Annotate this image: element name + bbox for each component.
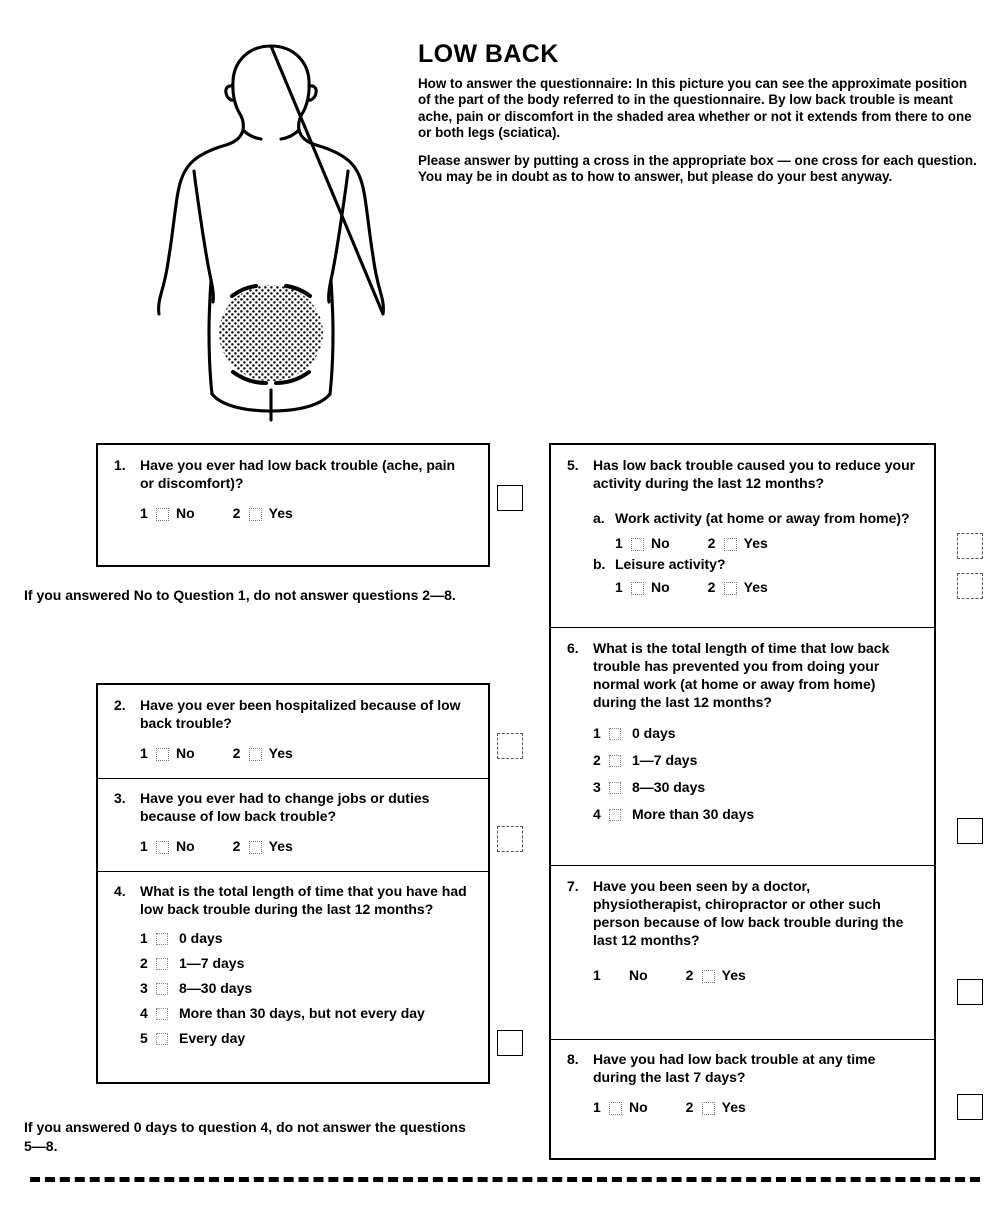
code-box-q3[interactable]: [497, 826, 523, 852]
q5a-answer-no-number: 1: [615, 535, 623, 551]
q4-option-2-checkbox[interactable]: [156, 958, 168, 970]
code-box-q1[interactable]: [497, 485, 523, 511]
q2-answer-no[interactable]: [140, 745, 195, 761]
question-7-number: 7.: [567, 878, 579, 894]
q7-text-a: Have you: [593, 878, 660, 894]
intro-paragraph-1-text: In this picture you can see the approximate position of the part of the body referred to in the questionnaire. By low back trouble is meant ache, pain or discomfort in the shaded area whether or not it extends from there to one or both legs (sciatica).: [418, 76, 972, 140]
q6-option-4[interactable]: [593, 806, 918, 822]
note-after-question-1: [24, 586, 474, 605]
q7-answer-no[interactable]: [593, 967, 648, 983]
question-5-number: 5.: [567, 457, 579, 473]
q6-option-3-label: 8—30 days: [632, 779, 706, 795]
q8-answer-no-label: No: [629, 1099, 648, 1115]
code-box-q6[interactable]: [957, 818, 983, 844]
code-box-q2[interactable]: [497, 733, 523, 759]
q4-option-4[interactable]: [140, 1005, 472, 1021]
q4-option-2[interactable]: [140, 955, 472, 971]
question-5b-letter: b.: [593, 556, 606, 572]
q5a-answer-no[interactable]: [615, 535, 670, 551]
q3-text-emphasis: ever: [206, 790, 235, 806]
q3-answer-no-checkbox[interactable]: [156, 841, 169, 854]
question-1-number: 1.: [114, 457, 126, 473]
q3-answer-yes-number: 2: [232, 838, 241, 854]
question-8-number: 8.: [567, 1051, 579, 1067]
q3-answer-yes[interactable]: [233, 838, 293, 854]
q8-text-emphasis: last 7 days?: [665, 1069, 746, 1085]
q7-answer-yes[interactable]: [686, 967, 746, 983]
q2-answer-yes[interactable]: [233, 745, 293, 761]
q5a-answer-no-checkbox[interactable]: [631, 538, 644, 551]
q6-text-a: What is the: [593, 640, 672, 656]
q5b-answer-yes[interactable]: [708, 579, 768, 595]
q4-option-1-number: 1: [140, 930, 148, 946]
question-4-body: [140, 882, 472, 918]
q3-answer-yes-label: Yes: [268, 838, 293, 854]
q4-option-1-label: 0 days: [179, 930, 223, 946]
question-3-body: [140, 789, 472, 825]
q5a-answer-yes-checkbox[interactable]: [724, 538, 737, 551]
q7-answer-yes-label: Yes: [721, 967, 746, 983]
questions-2-4-frame: [96, 683, 490, 1084]
q5a-answer-no-label: No: [651, 535, 670, 551]
question-8-text: [567, 1050, 918, 1086]
q4-option-4-checkbox[interactable]: [156, 1008, 168, 1020]
q2-answer-yes-checkbox[interactable]: [249, 748, 262, 761]
q7-text-emphasis: been seen: [659, 878, 728, 894]
q6-option-3[interactable]: [593, 779, 918, 795]
q3-text-c: because of low back trouble?: [140, 808, 337, 824]
q8-answer-yes-number: 2: [685, 1099, 694, 1115]
answer-spacer: [195, 505, 233, 521]
note-q4-text-b: to question 4, do not answer the questions 5—8.: [24, 1119, 466, 1154]
q5b-answer-no-checkbox[interactable]: [631, 582, 644, 595]
question-4-number: 4.: [114, 883, 126, 899]
intro-lead-label: How to answer the questionnaire:: [418, 76, 633, 91]
q2-text-b: been hospitalized because of low back trouble?: [140, 697, 461, 731]
q8-text-a: Have you had low back trouble at any time during the: [593, 1051, 876, 1085]
question-3-number: 3.: [114, 790, 126, 806]
q6-text-b: length of time that low back trouble has: [593, 640, 890, 674]
q4-option-4-number: 4: [140, 1005, 148, 1021]
answer-spacer: [195, 745, 233, 761]
code-box-q5b[interactable]: [957, 573, 983, 599]
question-8-answers: [567, 1099, 918, 1115]
q4-option-5-checkbox[interactable]: [156, 1033, 168, 1045]
q6-text-c: you from doing your normal work (at home or away from home) during the: [593, 658, 880, 710]
q6-option-4-checkbox[interactable]: [609, 809, 621, 821]
q8-answer-yes-label: Yes: [721, 1099, 746, 1115]
q6-text-emphasis-3: last 12 months?: [665, 694, 772, 710]
note-after-question-4: [24, 1118, 474, 1155]
divider-q2-q3: [98, 778, 488, 779]
q1-answer-yes-label: Yes: [268, 505, 293, 521]
q2-answer-no-number: 1: [140, 745, 148, 761]
q5a-answer-yes-label: Yes: [743, 535, 768, 551]
q6-option-1-checkbox[interactable]: [609, 728, 621, 740]
q1-answer-yes-checkbox[interactable]: [249, 508, 262, 521]
q5b-answer-yes-label: Yes: [743, 579, 768, 595]
question-5a-body: Work activity (at home or away from home)?: [615, 510, 910, 526]
q1-answer-no-number: 1: [140, 505, 148, 521]
question-4-options: [114, 930, 472, 1046]
q4-text-a: What is the: [140, 883, 219, 899]
q7-text-b: by a doctor, physiotherapist, chiropractor or other such person because of low back trouble during the: [593, 878, 904, 930]
question-5-body: [593, 456, 918, 492]
question-6-body: [593, 639, 918, 711]
note-q1-text-a: If you answered: [24, 587, 134, 603]
low-back-body-diagram: [120, 28, 420, 428]
question-3-text: [114, 789, 472, 825]
q4-text-b: length of time that you have had low back trouble during the: [140, 883, 467, 917]
q3-text-emphasis-2: jobs or duties: [337, 790, 430, 806]
q5b-answer-no[interactable]: [615, 579, 670, 595]
note-q4-emphasis: 0 days: [133, 1119, 178, 1135]
q7-answer-yes-checkbox[interactable]: [702, 970, 715, 983]
q1-text-emphasis: ever: [206, 457, 235, 473]
q3-answer-no-number: 1: [140, 838, 148, 854]
q1-answer-yes-number: 2: [232, 505, 241, 521]
q2-text-emphasis: ever: [206, 697, 235, 713]
q8-answer-no-checkbox[interactable]: [609, 1102, 622, 1115]
note-q1-text-b: to Question 1, do not answer questions 2—8.: [152, 587, 456, 603]
q6-option-3-checkbox[interactable]: [609, 782, 621, 794]
q1-answer-yes[interactable]: [233, 505, 293, 521]
q4-option-4-label: More than 30 days, but not every day: [179, 1005, 425, 1021]
question-6-options: [567, 725, 918, 822]
question-2-answers: [114, 745, 472, 761]
question-1-answers: [114, 505, 472, 521]
q6-option-1[interactable]: [593, 725, 918, 741]
q4-option-5-label: Every day: [179, 1030, 246, 1046]
q4-option-2-number: 2: [140, 955, 148, 971]
q3-answer-yes-checkbox[interactable]: [249, 841, 262, 854]
question-4-text: [114, 882, 472, 918]
question-7-answers: [567, 967, 918, 983]
q8-answer-no-number: 1: [593, 1099, 601, 1115]
answer-spacer: [670, 535, 708, 551]
q7-answer-no-label: No: [629, 967, 648, 983]
question-1-frame: [96, 443, 490, 567]
divider-q7-q8: [551, 1039, 934, 1040]
q4-text-emphasis: total: [218, 883, 249, 899]
q7-answer-no-checkbox[interactable]: [609, 970, 622, 983]
q5b-answer-yes-checkbox[interactable]: [724, 582, 737, 595]
q4-option-3-checkbox[interactable]: [156, 983, 168, 995]
q4-option-3-label: 8—30 days: [179, 980, 253, 996]
q6-option-1-label: 0 days: [632, 725, 676, 741]
question-2-number: 2.: [114, 697, 126, 713]
question-2-body: [140, 696, 472, 732]
shaded-lumbar-region: [219, 285, 323, 381]
q1-text-a: Have you: [140, 457, 207, 473]
q6-option-2-checkbox[interactable]: [609, 755, 621, 767]
q6-text-emphasis-2: prevented: [672, 658, 740, 674]
question-5b-text: [567, 555, 918, 573]
q2-answer-yes-label: Yes: [268, 745, 293, 761]
code-box-q5a[interactable]: [957, 533, 983, 559]
code-box-q8[interactable]: [957, 1094, 983, 1120]
q5a-answer-yes[interactable]: [708, 535, 768, 551]
q4-option-5[interactable]: [140, 1030, 472, 1046]
answer-spacer: [670, 579, 708, 595]
question-5b-answers: [567, 579, 918, 595]
q4-option-3-number: 3: [140, 980, 148, 996]
q6-option-2-label: 1—7 days: [632, 752, 698, 768]
code-box-q4[interactable]: [497, 1030, 523, 1056]
q2-answer-no-label: No: [176, 745, 195, 761]
q6-option-2[interactable]: [593, 752, 918, 768]
body-outline-svg: [120, 28, 420, 428]
q6-option-3-number: 3: [593, 779, 601, 795]
question-8-body: [593, 1050, 918, 1086]
q4-text-emphasis-2: last 12 months?: [326, 901, 434, 917]
q4-option-5-number: 5: [140, 1030, 148, 1046]
question-3-answers: [114, 838, 472, 854]
divider-q3-q4: [98, 871, 488, 872]
q3-text-b: had to change: [234, 790, 338, 806]
q8-answer-yes-checkbox[interactable]: [702, 1102, 715, 1115]
note-q1-emphasis: No: [133, 587, 153, 603]
q7-answer-yes-number: 2: [685, 967, 694, 983]
answer-spacer: [195, 838, 233, 854]
question-5a-letter: a.: [593, 510, 605, 526]
page-cut-line: [30, 1177, 980, 1182]
q1-text-b: had low back trouble (ache, pain or discomfort)?: [140, 457, 456, 491]
q4-option-1[interactable]: [140, 930, 472, 946]
q3-answer-no-label: No: [176, 838, 195, 854]
question-5a-answers: [567, 535, 918, 551]
question-6-number: 6.: [567, 640, 579, 656]
q6-option-1-number: 1: [593, 725, 601, 741]
question-5-text: [567, 456, 918, 492]
note-q4-text-a: If you answered: [24, 1119, 134, 1135]
q5-text-b: your activity during: [593, 457, 916, 491]
q5-text-emphasis: reduce: [834, 457, 881, 473]
question-5a-text: [567, 509, 918, 527]
questions-5-8-frame: [549, 443, 936, 1160]
q1-answer-no-label: No: [176, 505, 195, 521]
divider-q5-q6: [551, 627, 934, 628]
intro-paragraph-1: [418, 76, 983, 141]
q4-option-2-label: 1—7 days: [179, 955, 245, 971]
q6-option-4-number: 4: [593, 806, 601, 822]
question-6-text: [567, 639, 918, 711]
code-box-q7[interactable]: [957, 979, 983, 1005]
q5-text-emphasis-2: the last 12 months?: [692, 475, 825, 491]
intro-paragraph-2: Please answer by putting a cross in the appropriate box — one cross for each question. You may be in doubt as to how to answer, but please do your best anyway.: [418, 153, 977, 185]
q6-option-2-number: 2: [593, 752, 601, 768]
q5b-answer-no-number: 1: [615, 579, 623, 595]
q7-answer-no-number: 1: [593, 967, 601, 983]
q4-option-1-checkbox[interactable]: [156, 933, 168, 945]
q2-answer-no-checkbox[interactable]: [156, 748, 169, 761]
question-2-text: [114, 696, 472, 732]
question-1-body: [140, 456, 472, 492]
answer-spacer: [648, 1099, 686, 1115]
answer-spacer: [648, 967, 686, 983]
question-5b-body: Leisure activity?: [615, 556, 726, 572]
q1-answer-no[interactable]: [140, 505, 195, 521]
q8-answer-no[interactable]: [593, 1099, 648, 1115]
intro-panel: [418, 42, 983, 198]
q2-answer-yes-number: 2: [232, 745, 241, 761]
q7-text-emphasis-2: last 12 months?: [593, 932, 700, 948]
q6-option-4-label: More than 30 days: [632, 806, 755, 822]
question-1-text: [114, 456, 472, 492]
divider-q6-q7: [551, 865, 934, 866]
q5b-answer-no-label: No: [651, 579, 670, 595]
q3-text-a: Have you: [140, 790, 207, 806]
question-7-text: [567, 877, 918, 949]
q4-option-3[interactable]: [140, 980, 472, 996]
q8-answer-yes[interactable]: [686, 1099, 746, 1115]
q5-text-a: Has low back trouble caused you to: [593, 457, 835, 473]
q5a-answer-yes-number: 2: [707, 535, 716, 551]
q3-answer-no[interactable]: [140, 838, 195, 854]
q6-text-emphasis: total: [671, 640, 702, 656]
q2-text-a: Have you: [140, 697, 207, 713]
question-7-body: [593, 877, 918, 949]
q5b-answer-yes-number: 2: [707, 579, 716, 595]
page-title: LOW BACK: [418, 40, 559, 68]
q1-answer-no-checkbox[interactable]: [156, 508, 169, 521]
